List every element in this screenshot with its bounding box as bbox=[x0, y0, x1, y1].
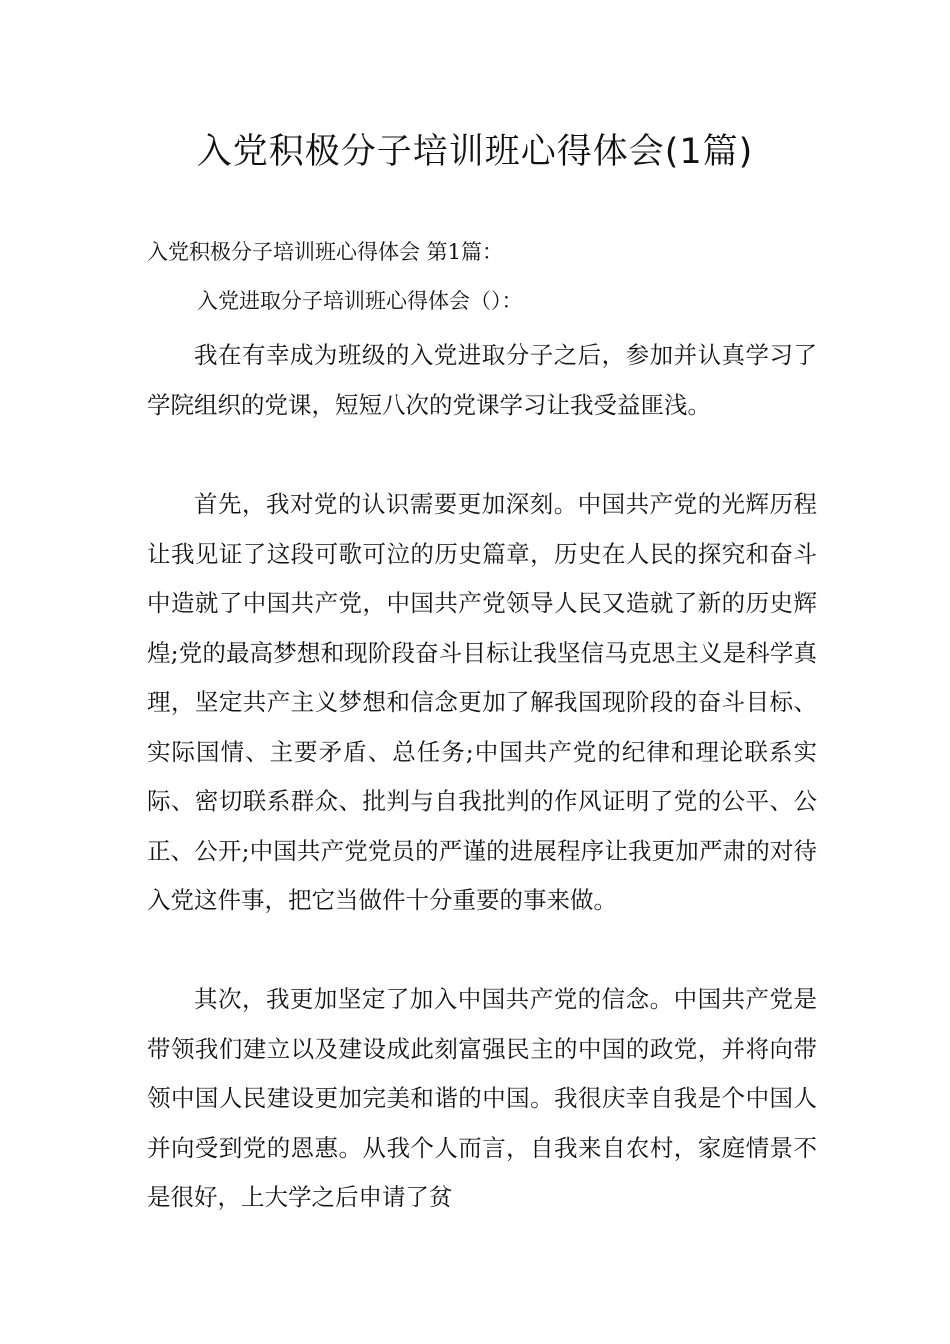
document-title: 入党积极分子培训班心得体会(1篇) bbox=[196, 132, 754, 172]
paragraph: 首先，我对党的认识需要更加深刻。中国共产党的光辉历程让我见证了这段可歌可泣的历史篇章，历史在人民的探究和奋斗中造就了中国共产党，中国共产党领导人民又造就了新的历史辉煌;党的最高梦想和现阶段奋斗目标让我坚信马克思主义是科学真理，坚定共产主义梦想和信念更加了解我国现阶段的奋斗目标、实际国情、主要矛盾、总任务;中国共产党的纪律和理论联系实际、密切联系群众、批判与自我批判的作风证明了党的公平、公正、公开;中国共产党党员的严谨的进展程序让我更加严肃的对待入党这件事，把它当做件十分重要的事来做。 bbox=[147, 490, 817, 914]
paragraph: 其次，我更加坚定了加入中国共产党的信念。中国共产党是带领我们建立以及建设成此刻富强民主的中国的政党，并将向带领中国人民建设更加完美和谐的中国。我很庆幸自我是个中国人并向受到党的恩惠。从我个人而言，自我来自农村，家庭情景不是很好，上大学之后申请了贫 bbox=[147, 985, 817, 1211]
document-subtitle: 入党积极分子培训班心得体会 第1篇： bbox=[147, 240, 504, 264]
paragraph: 我在有幸成为班级的入党进取分子之后，参加并认真学习了学院组织的党课，短短八次的党课学习让我受益匪浅。 bbox=[147, 341, 817, 419]
section-heading: 入党进取分子培训班心得体会（）： bbox=[197, 289, 523, 313]
